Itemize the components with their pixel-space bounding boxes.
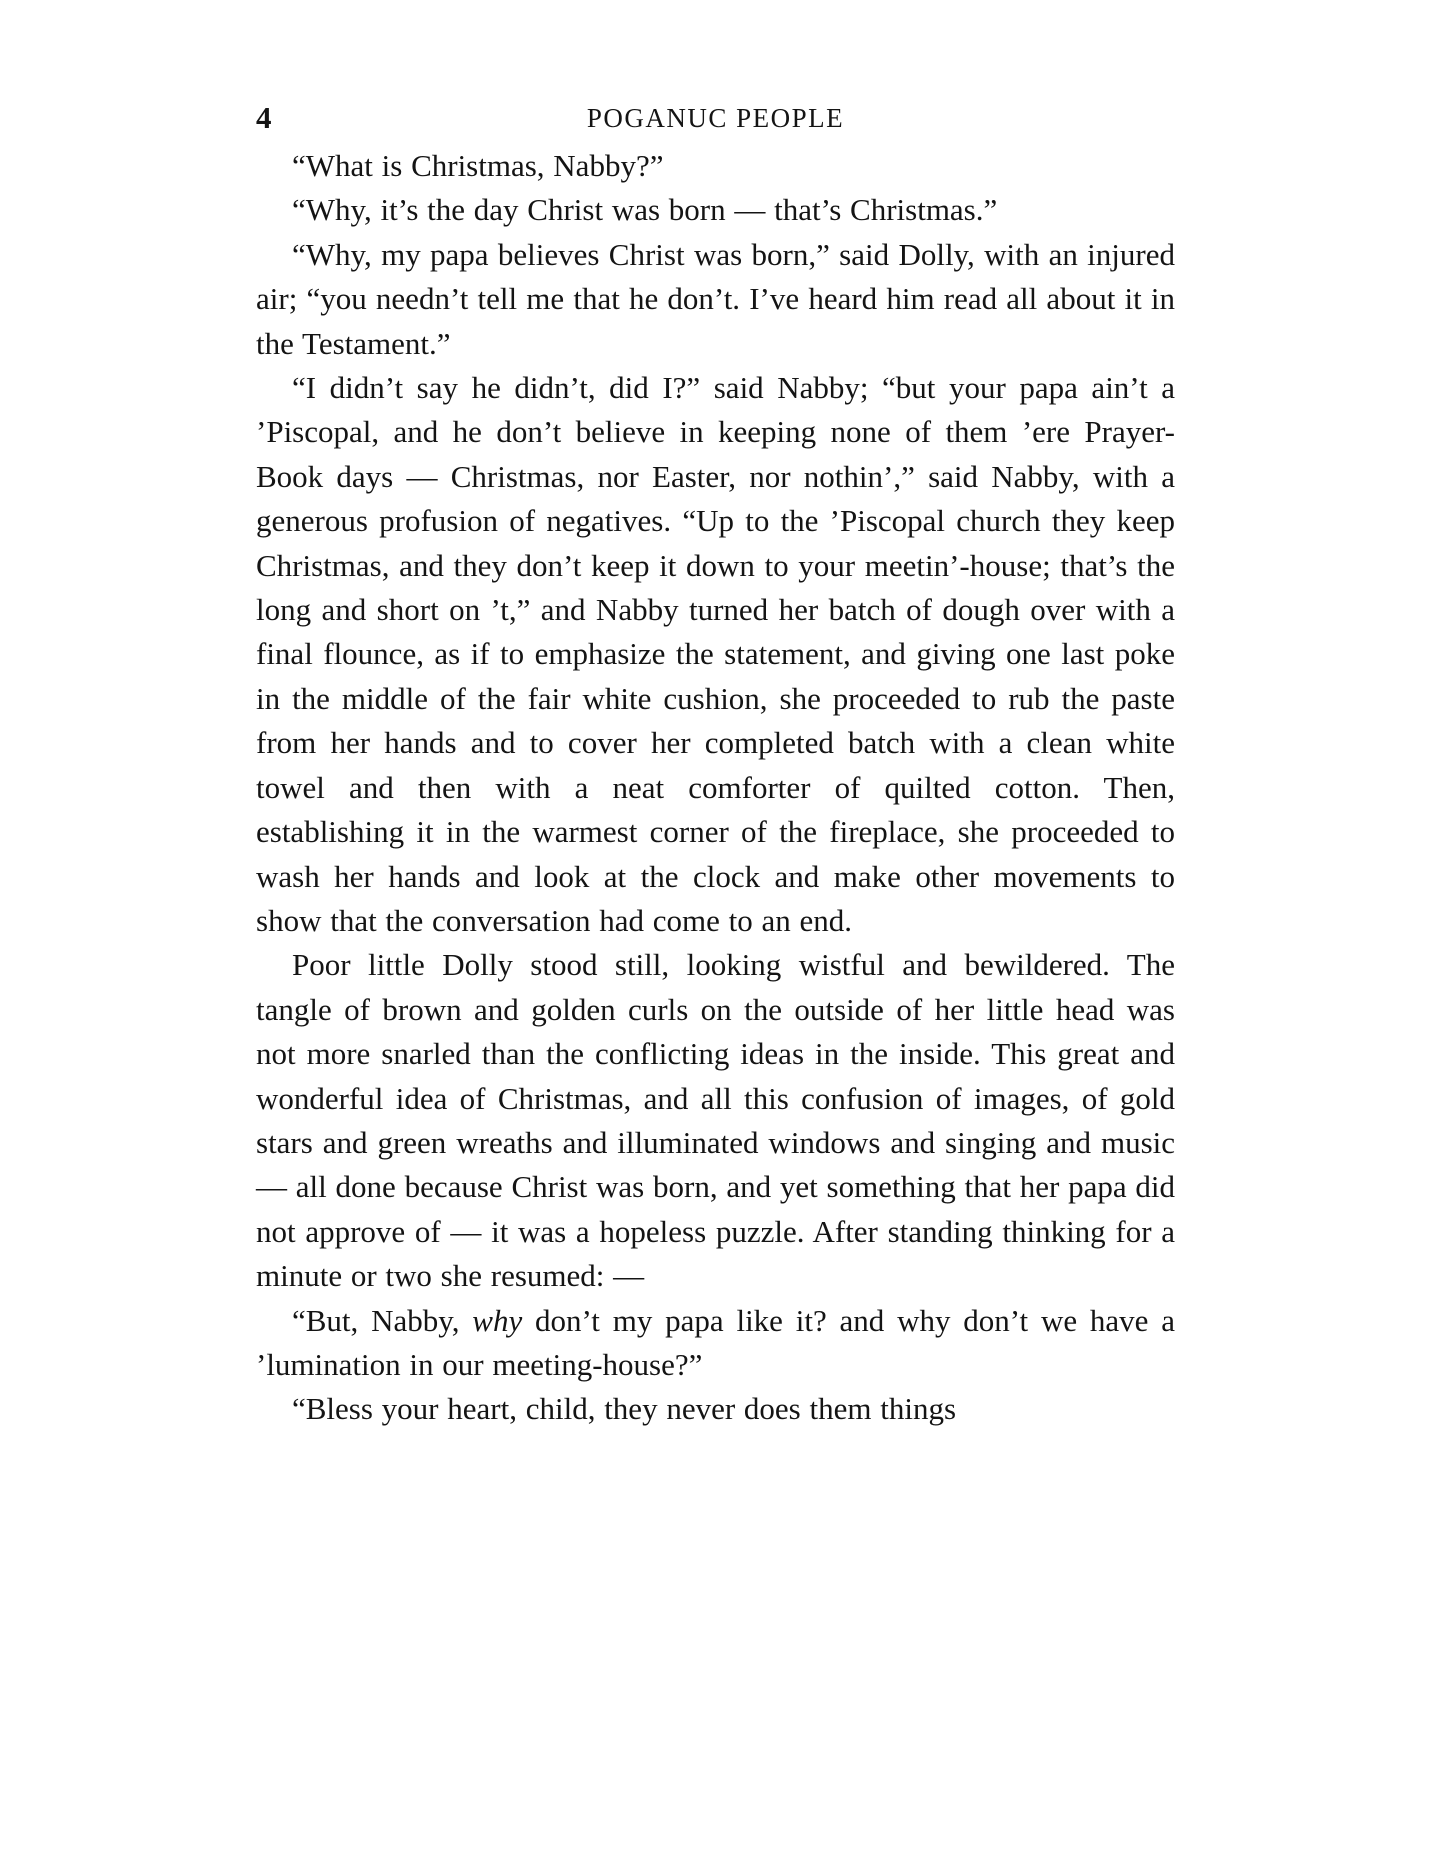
running-head bbox=[256, 96, 1175, 140]
running-title: POGANUC PEOPLE bbox=[586, 103, 845, 133]
paragraph: “What is Christmas, Nabby?” bbox=[292, 148, 664, 183]
paragraph: “I didn’t say he didn’t, did I?” said Nabby; “but your papa ain’t a ’Piscopal, and he don’t believe in keeping none of them ’ere Prayer-Book days — Christmas, nor Easter, nor nothin’,” said Nabby, with a generous profusion of negatives. “Up to the ’Piscopal church they keep Christmas, and they don’t keep it down to your meetin’-house; that’s the long and short on ’t,” and Nabby turned her batch of dough over with a final flounce, as if to emphasize the statement, and giving one last poke in the middle of the fair white cushion, she proceeded to rub the paste from her hands and to cover her completed batch with a clean white towel and then with a neat comforter of quilted cotton. Then, establishing it in the warmest corner of the fireplace, she proceeded to wash her hands and look at the clock and make other movements to show that the conversation had come to an end. bbox=[256, 370, 1175, 938]
paragraph: “Bless your heart, child, they never does them things bbox=[292, 1391, 957, 1427]
paragraph: “Why, it’s the day Christ was born — that’s Christmas.” bbox=[292, 192, 998, 228]
body-text bbox=[256, 144, 1175, 1432]
paragraph-text: “But, Nabby, bbox=[292, 1302, 473, 1338]
paragraph-text: don’t my papa like it? and why don’t we have a ’lumination in our meeting-house?” bbox=[256, 1302, 1175, 1382]
paragraph bbox=[256, 1299, 1175, 1388]
paragraph: Poor little Dolly stood still, looking wistful and bewildered. The tangle of brown and golden curls on the outside of her little head was not more snarled than the conflicting ideas in the inside. This great and wonderful idea of Christmas, and all this confusion of images, of gold stars and green wreaths and illuminated windows and singing and music — all done because Christ was born, and yet something that her papa did not approve of — it was a hopeless puzzle. After standing thinking for a minute or two she resumed: — bbox=[256, 947, 1175, 1294]
page-number: 4 bbox=[256, 100, 272, 135]
book-page bbox=[256, 96, 1175, 1432]
paragraph: “Why, my papa believes Christ was born,” said Dolly, with an injured air; “you needn’t tell me that he don’t. I’ve heard him read all about it in the Testament.” bbox=[256, 236, 1175, 361]
emphasized-word: why bbox=[472, 1302, 523, 1338]
